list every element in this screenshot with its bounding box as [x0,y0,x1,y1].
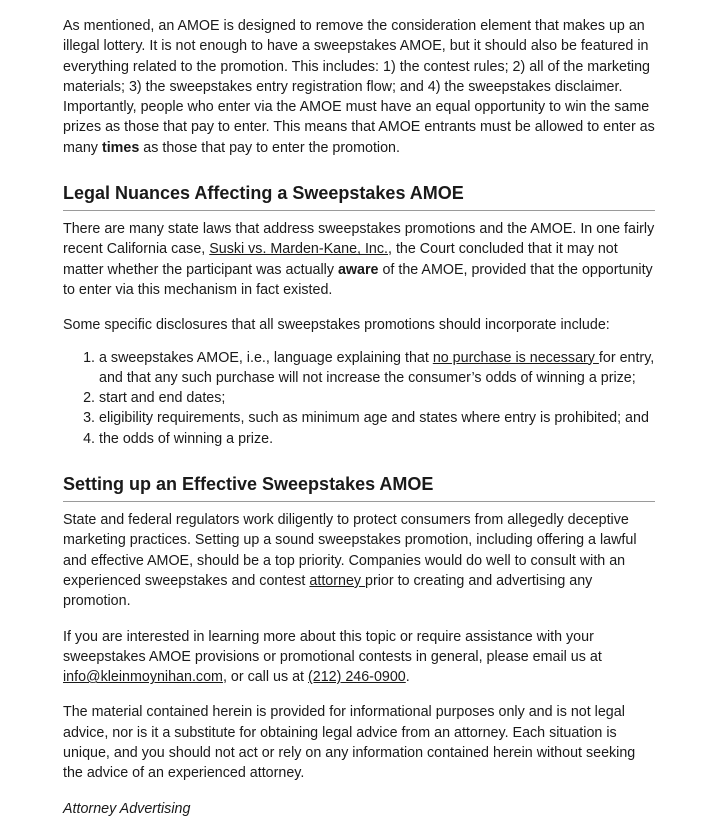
paragraph-contact [63,627,655,688]
text: State and federal regulators work diligently to protect consumers from allegedly deceptive marketing practices. Setting up a sound sweepstakes promotion, including offering a lawful and effective AMOE, should be a top priority. Companies would do well to consult with an experienced sweepstakes and contest [63,512,637,589]
text: for entry, and that any such purchase will not increase the consumer’s odds of winning a prize; [99,349,655,386]
text: There are many state laws that address sweepstakes promotions and the AMOE. In one fairly recent California case, [63,221,655,258]
paragraph-disclaimer: The material contained herein is provided for informational purposes only and is not legal advice, nor is it a substitute for obtaining legal advice from an attorney. Each situation is unique, and you should not act or rely on any information contained herein without seeking the advice of an experienced attorney. [63,704,636,782]
attorney-advertising-label: Attorney Advertising [63,800,191,817]
attorney-link[interactable]: attorney [309,572,366,589]
paragraph-amoe-intro [63,16,655,158]
list-item [99,348,655,389]
disclosures-list [63,348,655,449]
email-link[interactable]: info@kleinmoynihan.com [63,669,223,686]
text: If you are interested in learning more about this topic or require assistance with your sweepstakes AMOE provisions or promotional contests in general, please email us at [63,628,602,665]
text: As mentioned, an AMOE is designed to remove the consideration element that makes up an illegal lottery. It is not enough to have a sweepstakes AMOE, but it should also be featured in everything related to the promotion. This includes: 1) the contest rules; 2) all of the marketing materials; 3) the sweepstakes entry registration flow; and 4) the sweepstakes disclaimer. Importantly, people who enter via the AMOE must have an equal opportunity to win the same prizes as those that pay to enter. This means that AMOE entrants must be allowed to enter as many [63,18,655,156]
list-item: 2. start and end dates; [99,388,655,408]
text: . [405,669,410,686]
text: of the AMOE, provided that the opportunity to enter via this mechanism in fact existed. [63,261,653,298]
list-item: 4. the odds of winning a prize. [99,429,655,449]
paragraph-disclosures-intro: Some specific disclosures that all sweepstakes promotions should incorporate include: [63,317,610,334]
text: a sweepstakes AMOE, i.e., language explaining that [99,349,433,366]
text: prior to creating and advertising any promotion. [63,572,593,610]
case-link[interactable]: Suski vs. Marden-Kane, Inc. [209,241,389,258]
phone-link[interactable]: (212) 246-0900 [307,669,406,686]
bold-text: times [101,139,140,156]
heading-legal-nuances: Legal Nuances Affecting a Sweepstakes AMOE [63,182,655,211]
list-item: 3. eligibility requirements, such as minimum age and states where entry is prohibited; and [99,408,655,428]
bold-text: aware [337,261,379,278]
text: , or call us at [222,669,308,686]
heading-setting-up: Setting up an Effective Sweepstakes AMOE [63,473,655,502]
paragraph-state-laws [63,219,655,300]
paragraph-regulators [63,510,655,611]
text: , the Court concluded that it may not matter whether the participant was actually [63,241,618,278]
no-purchase-link[interactable]: no purchase is necessary [432,349,599,366]
text: as those that pay to enter the promotion. [139,139,400,156]
